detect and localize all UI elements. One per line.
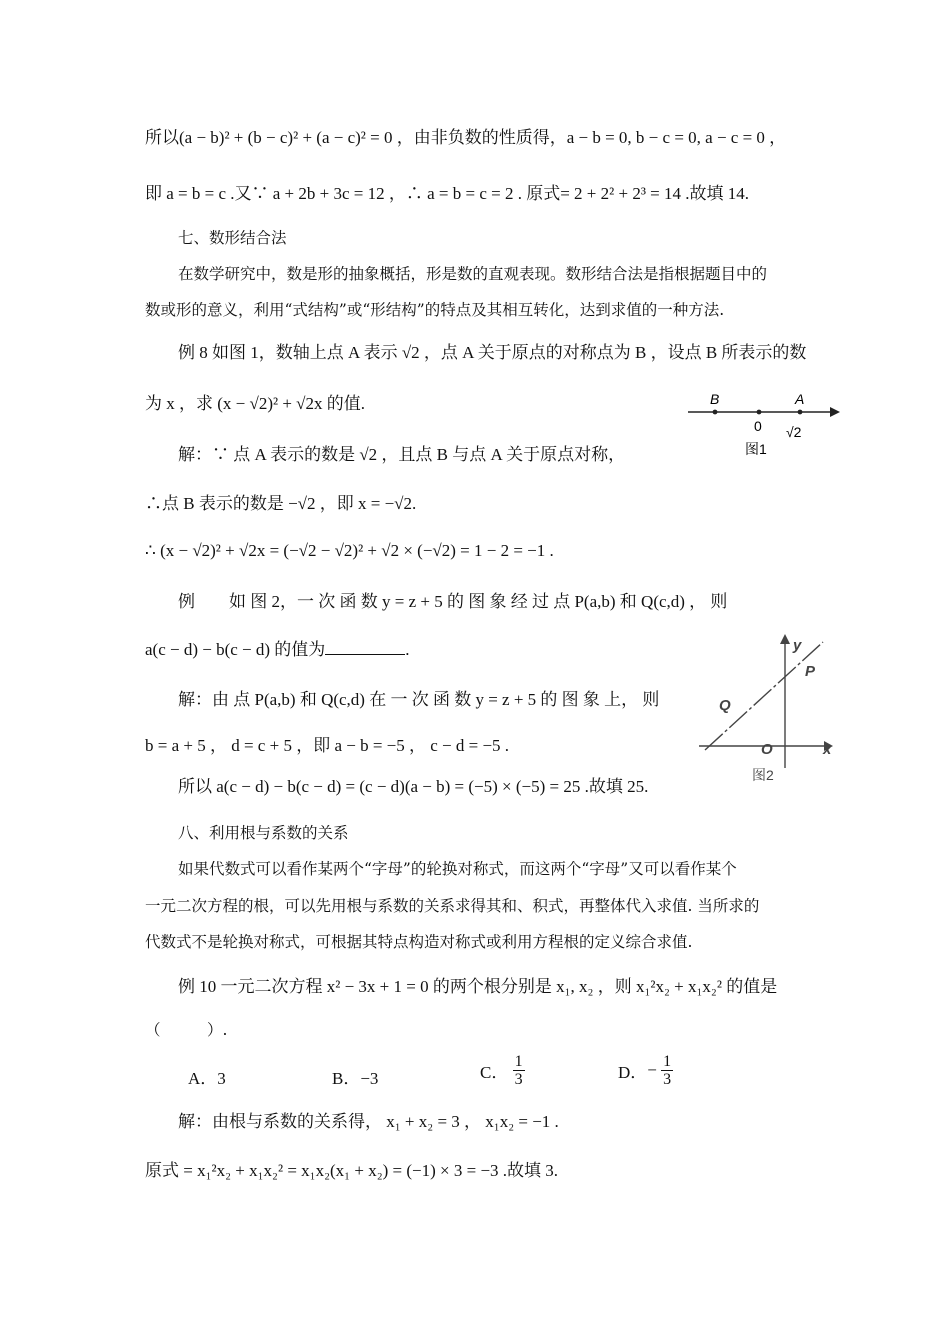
paragraph-line: 在数学研究中，数是形的抽象概括，形是数的直观表现。数形结合法是指根据题目中的 [178,265,768,283]
solution-line: 解：由 点 P(a,b) 和 Q(c,d) 在 一 次 函 数 y = z + 5 的 图 象 上， 则 [178,690,660,709]
figure-caption: 图1 [745,441,767,457]
fraction: $\frac{1}{3}$ [514,1053,523,1088]
solution-line: ∴ (x − √2)² + √2x = (−√2 − √2)² + √2 × (−√2) = 1 − 2 = −1 . [145,541,554,560]
label-a: A [795,391,805,407]
example-line: a(c − d) − b(c − d) 的值为 . [145,640,410,659]
label-y: y [793,637,802,654]
function-line [705,642,823,750]
option-b: B．−3 [332,1069,379,1088]
point-origin [757,410,762,415]
figure-1-number-line [680,385,850,465]
solution-line: 所以 a(c − d) − b(c − d) = (c − d)(a − b) = (−5) × (−5) = 25 .故填 25. [178,777,649,796]
text-line: 所以(a − b)² + (b − c)² + (a − c)² = 0 ，由非负数的性质得，a − b = 0, b − c = 0, a − c = 0 ， [145,128,787,147]
solution-line: ∴点 B 表示的数是 −√2 ，即 x = −√2. [145,494,417,513]
solution-line: 解：由根与系数的关系得， x₁ + x₂ = 3 ， x₁x₂ = −1 . [178,1112,559,1131]
option-c: C． $\frac{1}{3}$ [480,1053,523,1088]
label-b: B [710,391,720,407]
paragraph-line: 数或形的意义，利用“式结构”或“形结构”的特点及其相互转化，达到求值的一种方法. [145,301,725,319]
label-sqrt2: √2 [786,424,802,440]
label-o: O [761,741,773,758]
figure-2-graph [695,628,845,788]
option-d: D．− $\frac{1}{3}$ [618,1053,672,1088]
example-line: 例 10 一元二次方程 x² − 3x + 1 = 0 的两个根分别是 x₁, x₂ ，则 x₁²x₂ + x₁x₂² 的值是 [178,977,778,996]
answer-blank [325,640,405,655]
section-heading: 七、数形结合法 [178,229,287,247]
choice-brackets: （ ）. [145,1021,228,1039]
solution-line: 解：∵ 点 A 表示的数是 √2 ，且点 B 与点 A 关于原点对称， [178,445,626,464]
option-a: A．3 [188,1069,226,1088]
label-x: x [823,741,832,758]
paragraph-line: 代数式不是轮换对称式，可根据其特点构造对称式或利用方程根的定义综合求值. [145,933,693,951]
example-line: 例 如 图 2，一 次 函 数 y = z + 5 的 图 象 经 过 点 P(a,b) 和 Q(c,d) ， 则 [178,592,728,611]
solution-line: 原式 = x₁²x₂ + x₁x₂² = x₁x₂(x₁ + x₂) = (−1) × 3 = −3 .故填 3. [145,1161,559,1180]
section-heading: 八、利用根与系数的关系 [178,824,349,842]
arrow-head-icon [830,407,840,417]
point-a [798,410,803,415]
fraction: $\frac{1}{3}$ [663,1053,672,1088]
label-p: P [805,663,816,680]
point-b [713,410,718,415]
example-line: 例 8 如图 1，数轴上点 A 表示 √2 ，点 A 关于原点的对称点为 B ，设点 B 所表示的数 [178,343,807,362]
label-origin: 0 [754,418,762,434]
solution-line: b = a + 5 ， d = c + 5 ，即 a − b = −5 ， c − d = −5 . [145,736,510,755]
paragraph-line: 如果代数式可以看作某两个“字母”的轮换对称式，而这两个“字母”又可以看作某个 [178,860,737,878]
example-line: 为 x ，求 (x − √2)² + √2x 的值. [145,394,366,413]
question-expression: a(c − d) − b(c − d) 的值为 [145,640,326,659]
y-arrow-icon [780,634,790,644]
text-line: 即 a = b = c .又∵ a + 2b + 3c = 12 ，∴ a = b = c = 2 . 原式= 2 + 2² + 2³ = 14 .故填 14. [145,184,750,203]
paragraph-line: 一元二次方程的根，可以先用根与系数的关系求得其和、积式，再整体代入求值. 当所求的 [145,897,760,915]
figure-caption: 图2 [752,767,774,783]
label-q: Q [719,697,731,714]
